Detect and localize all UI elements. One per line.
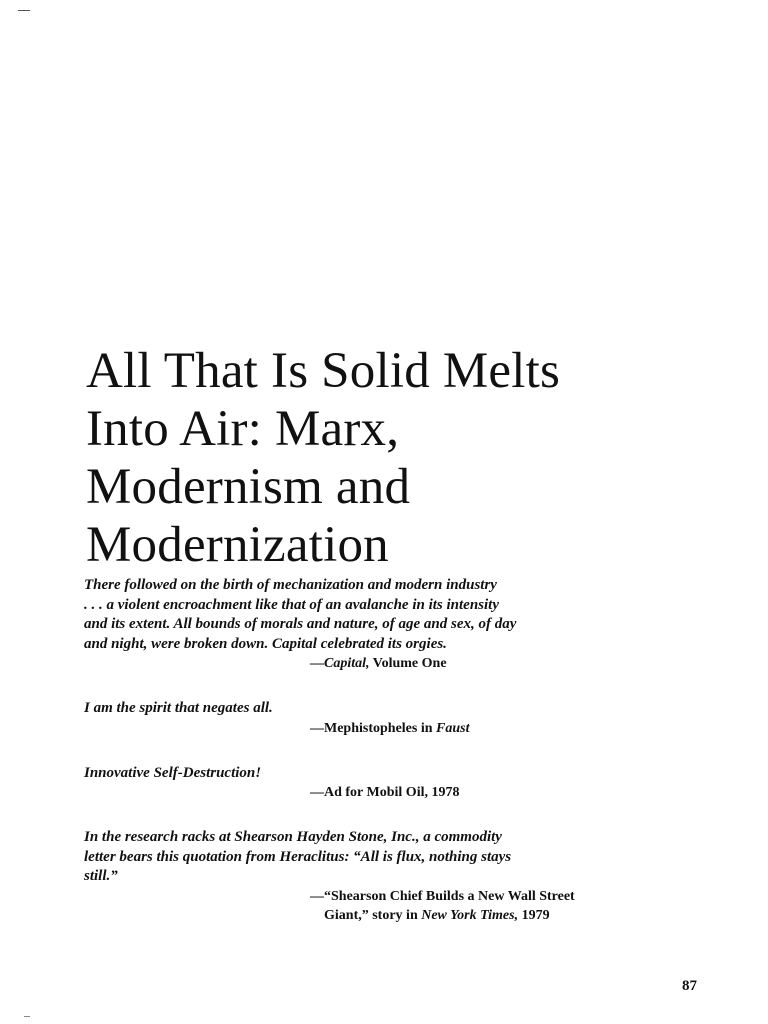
title-line: Modernism and <box>86 459 411 515</box>
epigraph-shearson <box>84 828 664 925</box>
epigraph-text <box>84 828 664 887</box>
epigraph-line: still.” <box>84 868 118 884</box>
attribution-line: —“Shearson Chief Builds a New Wall Street <box>310 888 575 904</box>
epigraph-line: In the research racks at Shearson Hayden Stone, Inc., a commodity <box>84 829 502 845</box>
chapter-title <box>86 342 726 574</box>
epigraph-line: There followed on the birth of mechanization and modern industry <box>84 577 497 593</box>
epigraph-text <box>84 764 664 784</box>
epigraph-attribution <box>84 719 664 738</box>
attribution-source: Capital, <box>324 656 370 671</box>
attribution-year: 1979 <box>518 907 550 923</box>
epigraph-capital <box>84 576 664 673</box>
attribution-source: —Ad for Mobil Oil, 1978 <box>310 785 460 800</box>
attribution-source: New York Times, <box>421 907 519 923</box>
attribution-source: Faust <box>436 720 470 736</box>
attribution-detail: Volume One <box>369 656 447 671</box>
title-line: Modernization <box>86 517 389 573</box>
epigraph-line: letter bears this quotation from Heraclitus: “All is flux, nothing stays <box>84 848 512 865</box>
epigraph-line: Innovative Self-Destruction! <box>84 764 262 781</box>
epigraph-line: and night, were broken down. Capital celebrated its orgies. <box>84 635 447 652</box>
attribution-line <box>310 906 664 925</box>
epigraph-mobil <box>84 764 664 803</box>
scan-mark-bottom <box>24 1016 30 1017</box>
epigraph-faust <box>84 699 664 738</box>
epigraph-line: and its extent. All bounds of morals and nature, of age and sex, of day <box>84 616 517 632</box>
epigraph-line: . . . a violent encroachment like that of an avalanche in its intensity <box>84 596 500 613</box>
scan-mark-top <box>18 10 30 11</box>
epigraph-text <box>84 699 664 719</box>
title-line: Into Air: Marx, <box>86 401 400 457</box>
epigraphs <box>84 576 664 925</box>
epigraph-attribution <box>84 783 664 802</box>
attribution-dash: — <box>310 656 324 671</box>
attribution-text: Giant,” story in <box>324 907 422 923</box>
attribution-speaker: —Mephistopheles in <box>310 720 437 736</box>
epigraph-attribution <box>84 887 664 925</box>
epigraph-attribution <box>84 654 664 673</box>
epigraph-line: I am the spirit that negates all. <box>84 700 273 716</box>
title-line: All That Is Solid Melts <box>86 343 561 399</box>
page-number: 87 <box>682 978 697 994</box>
epigraph-text <box>84 576 664 654</box>
